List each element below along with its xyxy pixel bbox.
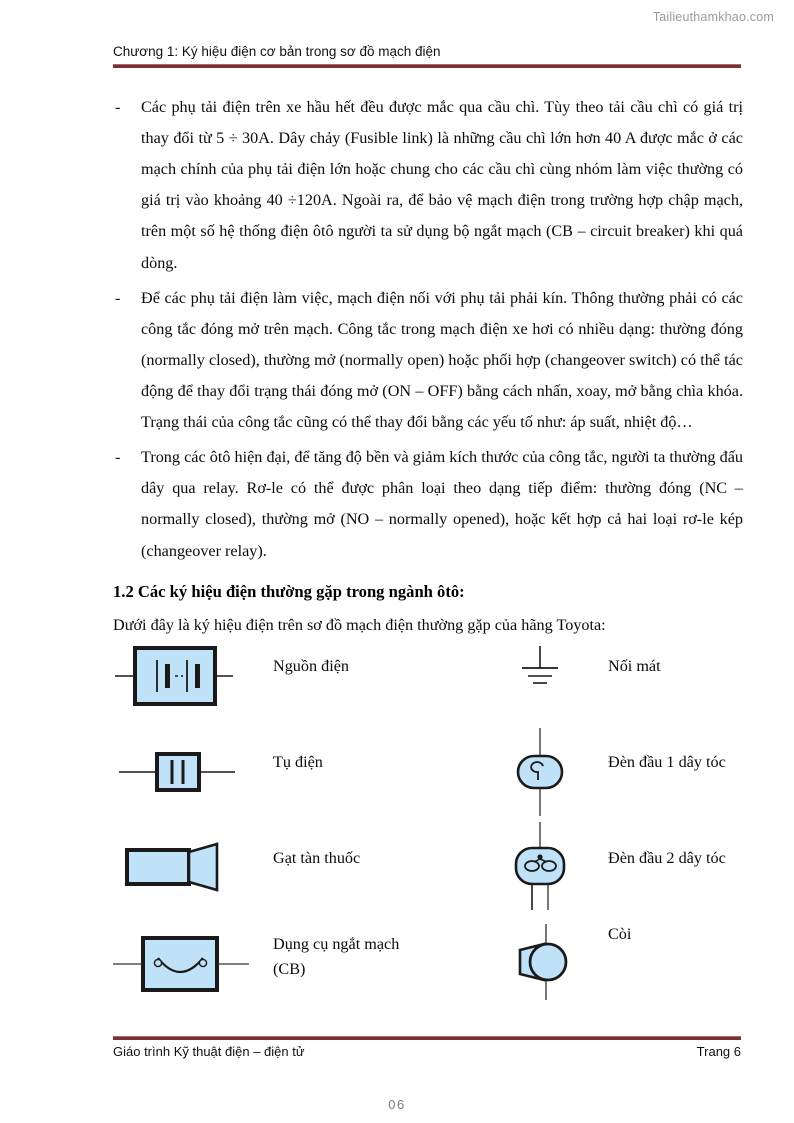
- watermark-text: Tailieuthamkhao.com: [652, 10, 774, 24]
- symbol-entry-dual-filament-lamp: [498, 820, 768, 916]
- bullet-dash: -: [115, 448, 121, 467]
- symbol-label: Nối mát: [608, 657, 661, 675]
- footer-divider: [113, 1036, 741, 1040]
- ground-symbol: [498, 628, 608, 724]
- symbol-label: Đèn đầu 1 dây tóc: [608, 753, 726, 771]
- header-divider: [113, 64, 741, 68]
- symbol-entry-ground: [498, 628, 768, 724]
- single-filament-lamp-symbol: [498, 724, 608, 820]
- symbol-entry-circuit-breaker: [113, 916, 443, 1012]
- bullet-list: [113, 92, 743, 567]
- single-filament-lamp-symbol-svg: [498, 724, 608, 820]
- bullet-dash: -: [115, 98, 121, 116]
- symbol-label: Đèn đầu 2 dây tóc: [608, 849, 726, 867]
- capacitor-symbol-svg: [113, 724, 263, 820]
- symbol-row: [113, 820, 753, 916]
- symbol-entry-battery: [113, 628, 443, 724]
- page-footer: [113, 1036, 741, 1059]
- section-intro-text: Dưới đây là ký hiệu điện trên sơ đồ mạch điện thường gặp của hãng Toyota:: [113, 616, 606, 635]
- dual-filament-lamp-symbol: [498, 820, 608, 916]
- capacitor-symbol: [113, 724, 263, 820]
- battery-symbol: [113, 628, 263, 724]
- paragraph-text: Để các phụ tải điện làm việc, mạch điện nối với phụ tải phải kín. Thông thường phải có các công tắc đóng mở trên mạch. Công tắc trong mạch điện xe hơi có nhiều dạng: thường đóng (normally closed), thường mở (normally open) hoặc phối hợp (changeover switch) có thể tác động để thay đổi trạng thái đóng mở (ON – OFF) bằng cách nhấn, xoay, mở bằng chìa khóa. Trạng thái của công tắc cũng có thể thay đổi bằng các yếu tố như: áp suất, nhiệt độ…: [141, 288, 743, 432]
- symbol-label-line1: Dụng cụ ngắt mạch: [273, 935, 400, 953]
- ground-symbol-svg: [498, 628, 608, 724]
- ashtray-symbol: [113, 820, 263, 916]
- section-heading: 1.2 Các ký hiệu điện thường gặp trong ngành ôtô:: [113, 581, 465, 601]
- battery-symbol-svg: [113, 628, 263, 724]
- symbol-entry-capacitor: [113, 724, 443, 820]
- footer-page-label: Trang 6: [696, 1044, 741, 1059]
- circuit-breaker-symbol-svg: [113, 916, 263, 1012]
- symbol-label: [273, 932, 443, 982]
- page-number: 06: [388, 1097, 406, 1112]
- symbol-label: Tụ điện: [273, 753, 323, 771]
- symbol-entry-ashtray: [113, 820, 443, 916]
- symbol-label: Còi: [608, 925, 632, 943]
- bullet-dash: -: [115, 288, 121, 307]
- list-item: [113, 442, 743, 566]
- page-content: [113, 92, 743, 644]
- symbol-entry-single-filament-lamp: [498, 724, 768, 820]
- footer-row: [113, 1044, 741, 1059]
- symbol-row: [113, 724, 753, 820]
- symbol-label: Gạt tàn thuốc: [273, 849, 361, 867]
- circuit-breaker-symbol: [113, 916, 263, 1012]
- horn-symbol-svg: [498, 916, 608, 1012]
- paragraph-text: Các phụ tải điện trên xe hầu hết đều được mắc qua cầu chì. Tùy theo tải cầu chì có giá trị thay đổi từ 5 ÷ 30A. Dây chảy (Fusible link) là những cầu chì lớn hơn 40 A được mắc ở các mạch chính của phụ tải điện lớn hoặc chung cho các cầu chì cùng nhóm làm việc thường có giá trị vào khoảng 40 ÷120A. Ngoài ra, để bảo vệ mạch điện trong trường hợp chập mạch, trên một số hệ thống điện ôtô người ta sử dụng bộ ngắt mạch (CB – circuit breaker) khi quá dòng.: [141, 98, 743, 272]
- chapter-title: Chương 1: Ký hiệu điện cơ bản trong sơ đồ mạch điện: [113, 44, 441, 59]
- symbol-label: Nguồn điện: [273, 657, 349, 675]
- horn-symbol: [498, 916, 608, 1012]
- page-header: [113, 44, 741, 68]
- symbol-label-line2: (CB): [273, 960, 306, 979]
- symbol-row: [113, 916, 753, 1012]
- symbol-row: [113, 628, 753, 724]
- list-item: [113, 92, 743, 279]
- symbol-legend: [113, 628, 753, 1012]
- footer-book-title: Giáo trình Kỹ thuật điện – điện tử: [113, 1044, 305, 1059]
- ashtray-symbol-svg: [113, 820, 263, 916]
- dual-filament-lamp-symbol-svg: [498, 820, 608, 916]
- list-item: [113, 283, 743, 439]
- symbol-entry-horn: [498, 916, 768, 1012]
- paragraph-text: Trong các ôtô hiện đại, để tăng độ bền và giảm kích thước của công tắc, người ta thường đấu dây qua relay. Rơ-le có thể được phân loại theo dạng tiếp điểm: thường đóng (NC – normally closed), thường mở (NO – normally opened), hoặc kết hợp cả hai loại rơ-le kép (changeover relay).: [141, 448, 743, 560]
